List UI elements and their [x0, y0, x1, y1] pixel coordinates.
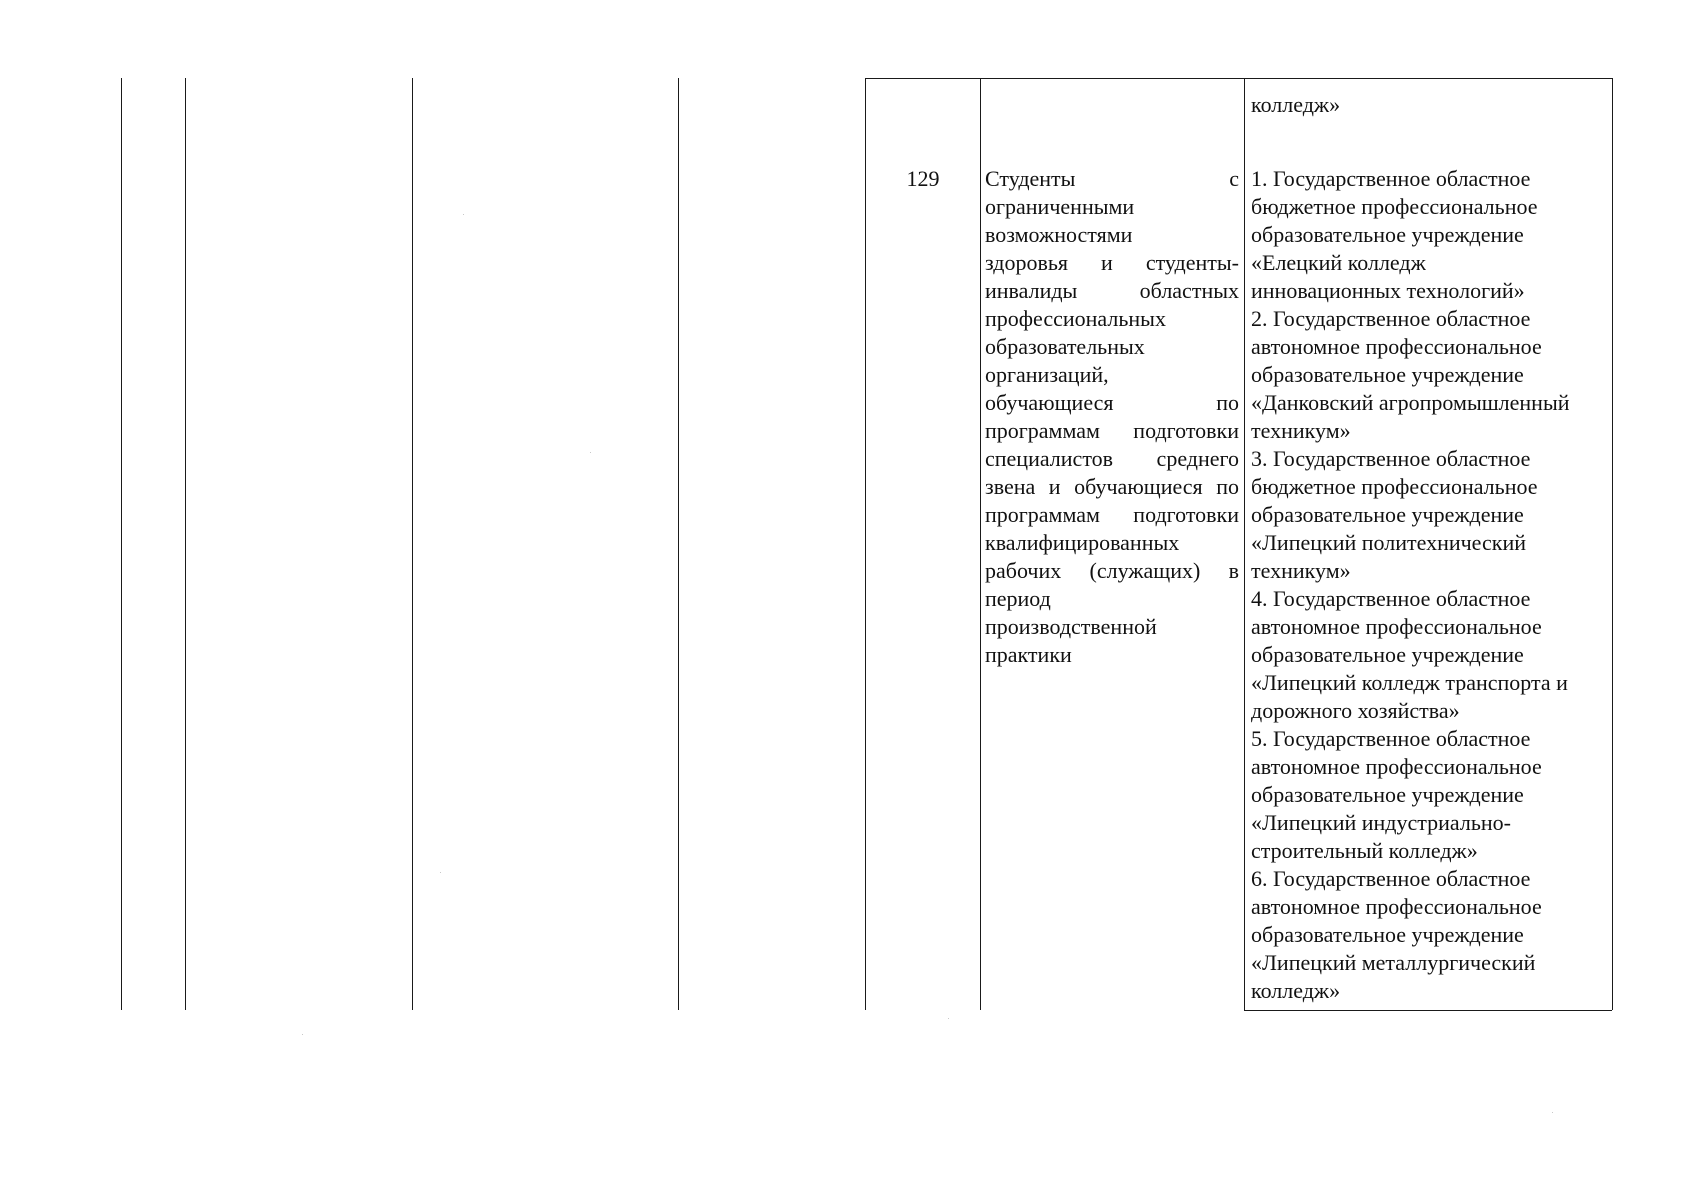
scan-speck [948, 1018, 949, 1019]
organization-line: автономное профессиональное [1251, 894, 1542, 919]
scan-speck [1552, 1112, 1553, 1113]
category-line: инвалиды областных [985, 278, 1239, 303]
organization-line: образовательное учреждение [1251, 782, 1524, 807]
left-table-rule-3 [412, 78, 413, 1010]
organization-line: автономное профессиональное [1251, 614, 1542, 639]
right-table-rule-4 [1612, 78, 1613, 1010]
organization-line: «Липецкий металлургический [1251, 950, 1536, 975]
category-line: ограниченными [985, 194, 1135, 219]
organization-line: бюджетное профессиональное [1251, 474, 1538, 499]
organization-line: дорожного хозяйства» [1251, 698, 1460, 723]
organization-line: техникум» [1251, 418, 1351, 443]
organization-line: 5. Государственное областное [1251, 726, 1531, 751]
continuation-text: колледж» [1251, 92, 1341, 117]
organization-line: автономное профессиональное [1251, 334, 1542, 359]
category-line: возможностями [985, 222, 1133, 247]
right-table-bottom-border-segment [1244, 1010, 1612, 1011]
organization-line: образовательное учреждение [1251, 922, 1524, 947]
category-line: здоровья и студенты- [985, 250, 1239, 275]
category-line: практики [985, 642, 1072, 667]
left-table-rule-4 [678, 78, 679, 1010]
organization-line: 6. Государственное областное [1251, 866, 1531, 891]
organization-line: «Липецкий колледж транспорта и [1251, 670, 1568, 695]
scan-speck [302, 1034, 303, 1035]
row-number: 129 [906, 166, 940, 191]
category-line: программам подготовки [985, 502, 1239, 527]
organization-line: техникум» [1251, 558, 1351, 583]
scan-speck [440, 872, 441, 873]
category-line: профессиональных [985, 306, 1166, 331]
right-table-rule-3 [1244, 78, 1245, 1010]
right-table-top-border [865, 78, 1612, 79]
right-table-rule-1 [865, 78, 866, 1010]
organization-line: инновационных технологий» [1251, 278, 1525, 303]
organization-line: 1. Государственное областное [1251, 166, 1531, 191]
organization-line: образовательное учреждение [1251, 642, 1524, 667]
category-line: обучающиеся по [985, 390, 1239, 415]
organization-line: 2. Государственное областное [1251, 306, 1531, 331]
organization-line: «Липецкий индустриально- [1251, 810, 1511, 835]
category-line: период [985, 586, 1051, 611]
organization-line: 3. Государственное областное [1251, 446, 1531, 471]
category-line: квалифицированных [985, 530, 1180, 555]
organizations-cell [1251, 165, 1609, 1005]
category-line: Студенты с [985, 166, 1239, 191]
organization-line: «Данковский агропромышленный [1251, 390, 1570, 415]
left-table-rule-2 [185, 78, 186, 1010]
right-table-rule-2 [980, 78, 981, 1010]
category-line: рабочих (служащих) в [985, 558, 1239, 583]
category-line: организаций, [985, 362, 1109, 387]
organization-line: автономное профессиональное [1251, 754, 1542, 779]
scan-speck [590, 452, 591, 453]
category-line: звена и обучающиеся по [985, 474, 1239, 499]
organization-line: образовательное учреждение [1251, 222, 1524, 247]
organization-line: строительный колледж» [1251, 838, 1478, 863]
organization-line: колледж» [1251, 978, 1341, 1003]
organization-line: «Елецкий колледж [1251, 250, 1426, 275]
organization-line: образовательное учреждение [1251, 502, 1524, 527]
organization-line: бюджетное профессиональное [1251, 194, 1538, 219]
category-cell [985, 165, 1239, 669]
scan-speck [463, 214, 464, 215]
left-table-rule-1 [121, 78, 122, 1010]
organization-line: образовательное учреждение [1251, 362, 1524, 387]
category-line: специалистов среднего [985, 446, 1239, 471]
organization-line: «Липецкий политехнический [1251, 530, 1526, 555]
category-line: производственной [985, 614, 1157, 639]
category-line: образовательных [985, 334, 1145, 359]
category-line: программам подготовки [985, 418, 1239, 443]
organization-line: 4. Государственное областное [1251, 586, 1531, 611]
